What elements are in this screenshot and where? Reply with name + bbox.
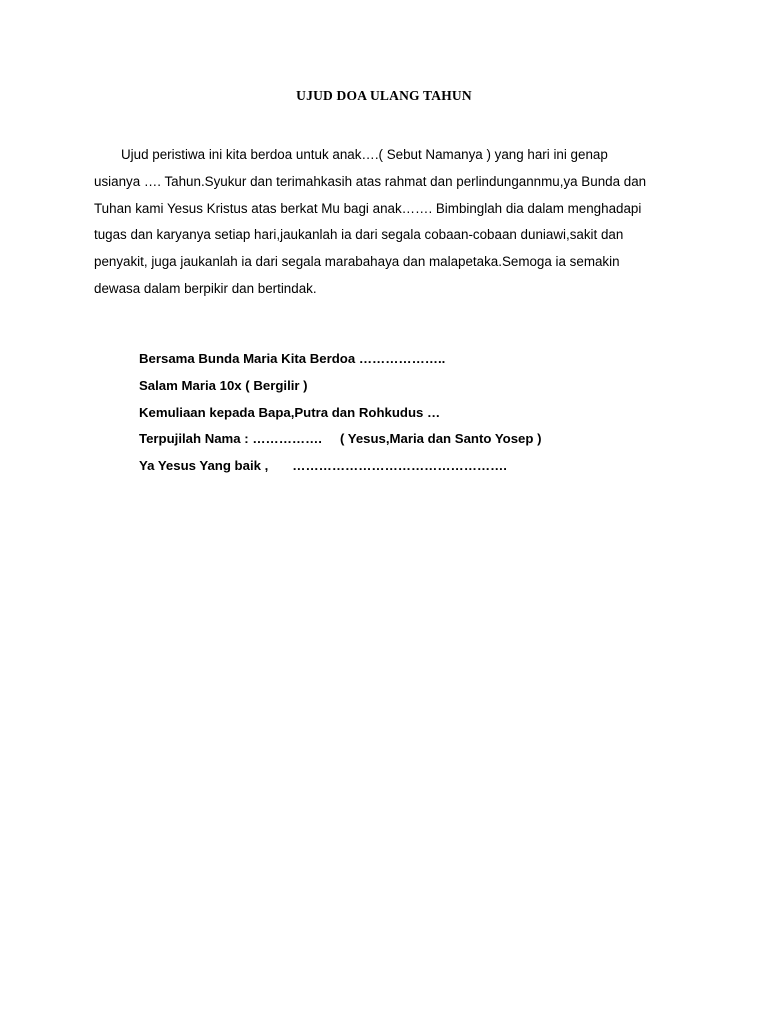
paragraph-line: Tuhan kami Yesus Kristus atas berkat Mu bagi anak……. Bimbinglah dia dalam menghadapi <box>94 200 642 216</box>
prayer-kemuliaan: Kemuliaan kepada Bapa,Putra dan Rohkudus … <box>139 404 441 420</box>
prayer-terpujilah <box>139 426 699 453</box>
prayer-list <box>139 346 699 480</box>
terpujilah-note: ( Yesus,Maria dan Santo Yosep ) <box>339 431 542 447</box>
prayer-ya-yesus <box>139 453 699 480</box>
document-title: UJUD DOA ULANG TAHUN <box>296 88 472 103</box>
prayer-bersama: Bersama Bunda Maria Kita Berdoa ……………….. <box>139 351 446 366</box>
intention-paragraph <box>94 142 684 303</box>
paragraph-line: penyakit, juga jaukanlah ia dari segala marabahaya dan malapetaka.Semoga ia semakin <box>94 254 620 270</box>
paragraph-line: Ujud peristiwa ini kita berdoa untuk anak….( Sebut Namanya ) yang hari ini genap <box>121 147 608 162</box>
ya-yesus-label: Ya Yesus Yang baik , <box>139 458 269 474</box>
terpujilah-label: Terpujilah Nama : ……………. <box>139 431 322 447</box>
paragraph-line: usianya …. Tahun.Syukur dan terimahkasih atas rahmat dan perlindungannmu,ya Bunda dan <box>94 173 647 189</box>
prayer-salam-maria: Salam Maria 10x ( Bergilir ) <box>139 377 308 393</box>
paragraph-line: dewasa dalam berpikir dan bertindak. <box>94 280 317 296</box>
paragraph-line: tugas dan karyanya setiap hari,jaukanlah ia dari segala cobaan-cobaan duniawi,sakit dan <box>94 227 624 243</box>
ya-yesus-dots: …………………………………………. <box>292 458 507 474</box>
